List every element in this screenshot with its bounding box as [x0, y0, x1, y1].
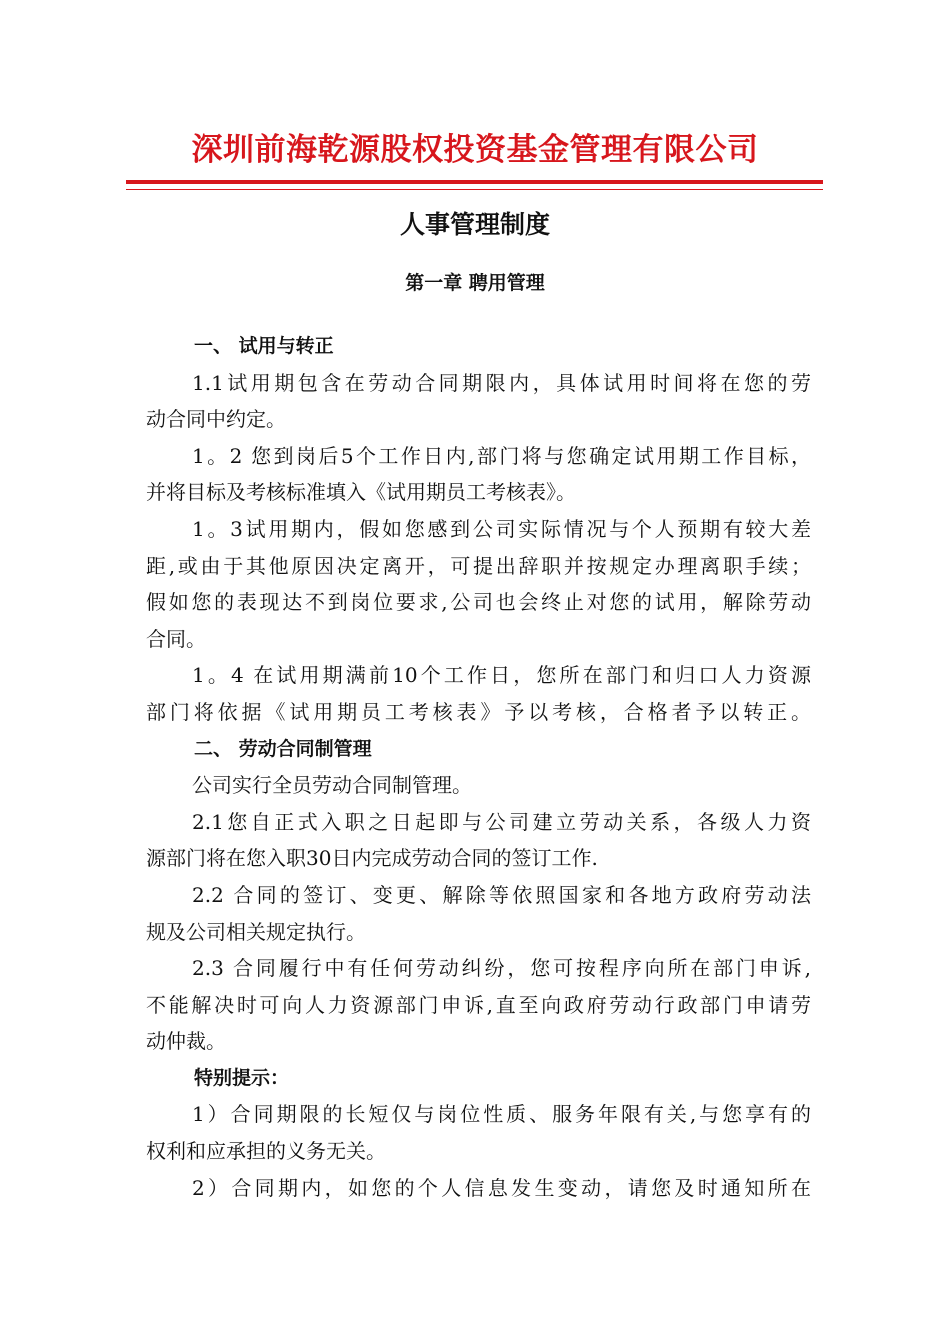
section-heading: 特别提示：: [194, 1066, 290, 1089]
paragraph-line: 1）合同期限的长短仅与岗位性质、服务年限有关,与您享有的: [192, 1102, 811, 1127]
paragraph-line: 1。3试用期内，假如您感到公司实际情况与个人预期有较大差: [192, 516, 811, 541]
paragraph-line: 权利和应承担的义务无关。: [146, 1139, 386, 1164]
paragraph-line: 合同。: [146, 626, 206, 651]
section-heading: 二、 劳动合同制管理: [194, 737, 372, 760]
document-title: 人事管理制度: [399, 210, 550, 239]
paragraph-line: 规及公司相关规定执行。: [146, 919, 366, 944]
paragraph-line: 动仲裁。: [146, 1029, 226, 1054]
paragraph-line: 2）合同期内，如您的个人信息发生变动，请您及时通知所在: [192, 1175, 811, 1200]
paragraph-line: 并将目标及考核标准填入《试用期员工考核表》。: [146, 480, 576, 505]
paragraph-line: 1。2 您到岗后5个工作日内,部门将与您确定试用期工作目标，: [192, 443, 811, 468]
header-rule-thin: [126, 189, 823, 190]
paragraph-line: 假如您的表现达不到岗位要求,公司也会终止对您的试用，解除劳动: [146, 590, 811, 615]
company-name: 深圳前海乾源股权投资基金管理有限公司: [191, 132, 759, 168]
chapter-title: 第一章 聘用管理: [405, 272, 545, 294]
section-heading: 一、 试用与转正: [194, 335, 334, 357]
paragraph-line: 公司实行全员劳动合同制管理。: [192, 773, 472, 798]
paragraph-line: 2.2 合同的签订、变更、解除等依照国家和各地方政府劳动法: [192, 882, 811, 907]
paragraph-line: 1.1试用期包含在劳动合同期限内，具体试用时间将在您的劳: [192, 370, 811, 395]
paragraph-line: 2.1您自正式入职之日起即与公司建立劳动关系，各级人力资: [192, 809, 811, 834]
paragraph-line: 2.3 合同履行中有任何劳动纠纷，您可按程序向所在部门申诉,: [192, 956, 811, 981]
paragraph-line: 距,或由于其他原因决定离开，可提出辞职并按规定办理离职手续；: [146, 553, 811, 578]
paragraph-line: 动合同中约定。: [146, 407, 286, 432]
header-rule-thick: [126, 180, 823, 184]
paragraph-line: 部门将依据《试用期员工考核表》予以考核，合格者予以转正。: [146, 699, 811, 724]
document-body: [146, 328, 811, 1206]
paragraph-line: 不能解决时可向人力资源部门申诉,直至向政府劳动行政部门申请劳: [146, 992, 811, 1017]
paragraph-line: 1。4 在试用期满前10个工作日，您所在部门和归口人力资源: [192, 663, 811, 688]
paragraph-line: 源部门将在您入职30日内完成劳动合同的签订工作.: [146, 846, 598, 871]
